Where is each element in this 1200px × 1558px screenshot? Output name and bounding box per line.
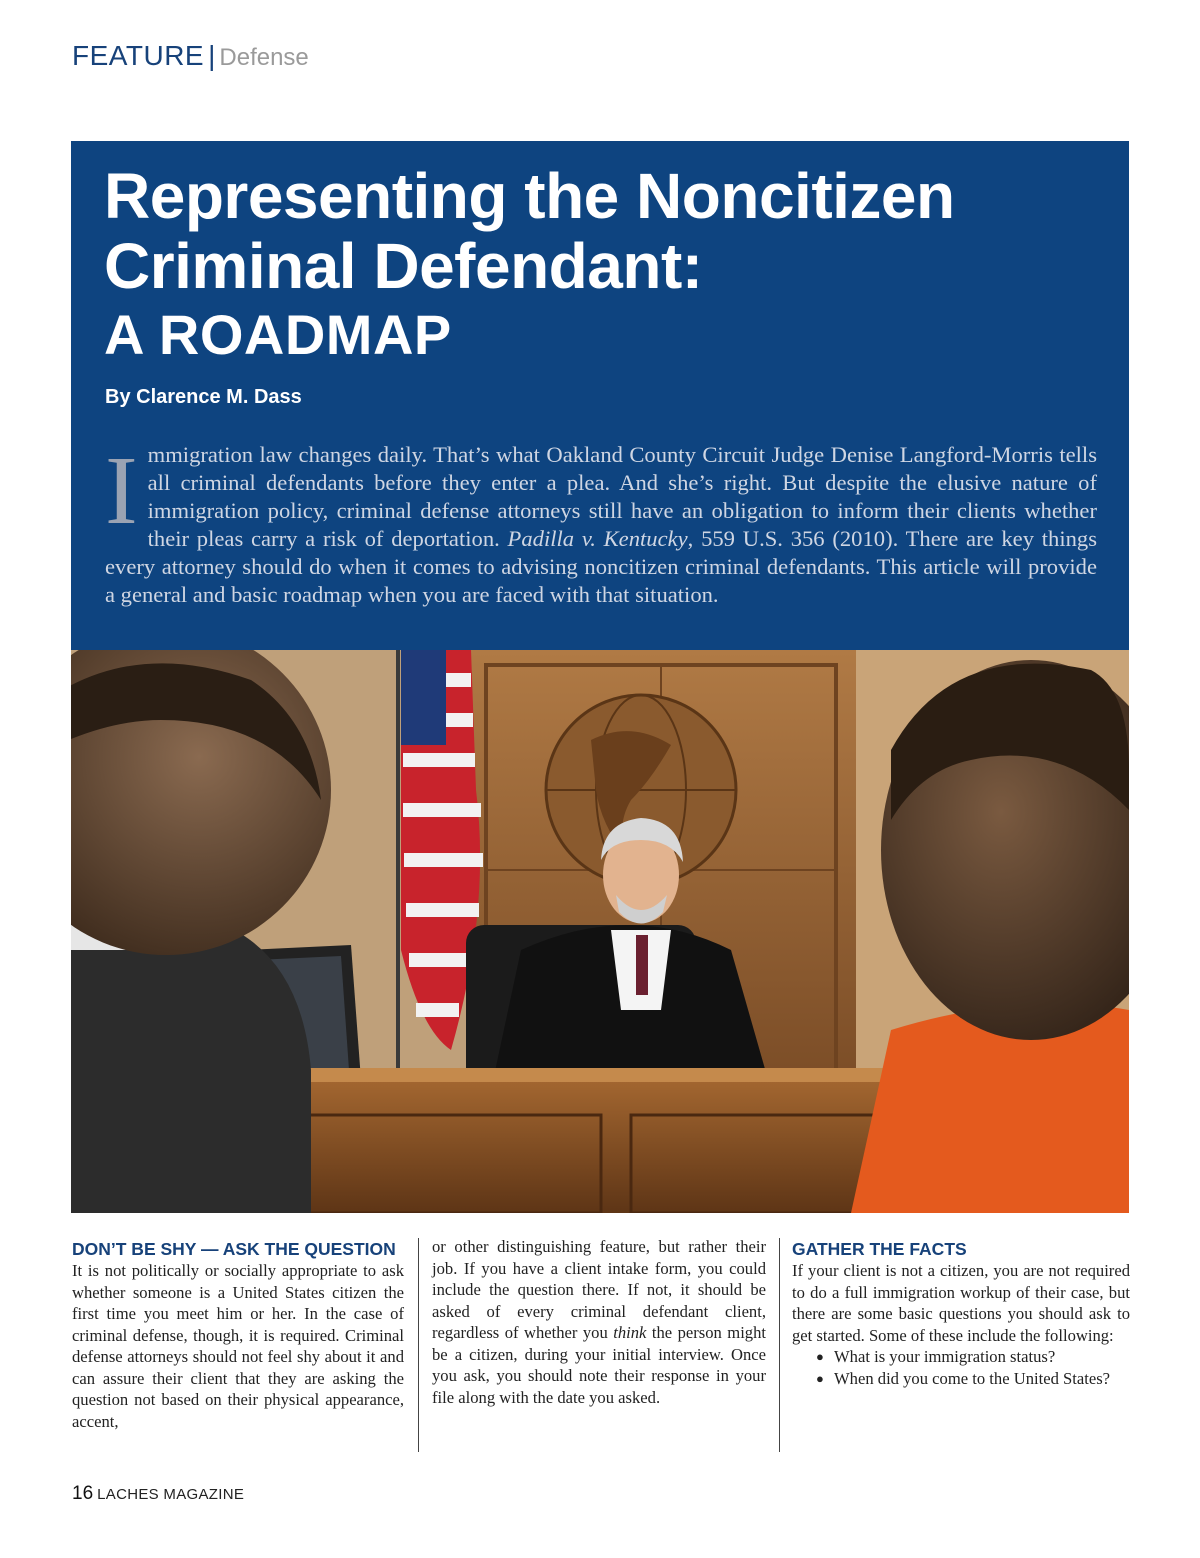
lede-text-2: , 559 U.S. 356 (2010). There are key things every attorney should do when it comes to advising noncitizen criminal defendants. This article will provide a general and basic roadmap when you are faced with that situation. xyxy=(105,526,1098,607)
section-heading-ask: DON’T BE SHY — ASK THE QUESTION xyxy=(72,1239,396,1259)
title-banner xyxy=(71,141,1129,650)
magazine-name: LACHES MAGAZINE xyxy=(97,1486,245,1503)
article-title: Representing the Noncitizen Criminal Defendant: xyxy=(104,160,955,302)
drop-cap: I xyxy=(105,437,138,545)
column-3 xyxy=(792,1236,1130,1389)
page-number: 16 xyxy=(72,1483,94,1504)
column-2-text xyxy=(432,1236,766,1408)
column-2 xyxy=(432,1236,766,1408)
section-heading-facts: GATHER THE FACTS xyxy=(792,1239,967,1259)
emphasis-think: think xyxy=(613,1323,647,1342)
question-list xyxy=(816,1346,1130,1389)
lede-paragraph xyxy=(105,437,1098,609)
column-divider xyxy=(779,1238,780,1452)
page-footer xyxy=(72,1483,244,1505)
lede-text-1: mmigration law changes daily. That’s what Oakland County Circuit Judge Denise Langford-Morris tells all criminal defendants before they enter a plea. And she’s right. But despite the elusive nature of immigration policy, criminal defense attorneys still have an obligation to inform their clients whether their pleas carry a risk of deportation. xyxy=(147,442,1097,551)
list-item: ● When did you come to the United States? xyxy=(816,1368,1130,1390)
article-subtitle: A ROADMAP xyxy=(104,303,452,366)
case-citation: Padilla v. Kentucky xyxy=(507,526,688,551)
section-label: FEATURE xyxy=(72,40,205,71)
courtroom-photo xyxy=(71,650,1129,1213)
body-columns xyxy=(72,1236,1130,1456)
category-label: Defense xyxy=(219,44,309,71)
courtroom-illustration xyxy=(71,650,1129,1213)
kicker-separator: | xyxy=(208,40,216,71)
section-kicker xyxy=(72,36,309,78)
byline: By Clarence M. Dass xyxy=(105,386,302,408)
column-3-text: If your client is not a citizen, you are not required to do a full immigration workup of their case, but there are some basic questions you should ask to get started. Some of these include the following: xyxy=(792,1261,1130,1345)
column-2-text-1: or other distinguishing feature, but rather their job. If you have a client intake form, you could include the question there. If not, it should be asked of every criminal defendant client, regardless of whether you xyxy=(432,1237,766,1342)
list-item: ● What is your immigration status? xyxy=(816,1346,1130,1368)
column-divider xyxy=(418,1238,419,1452)
column-1 xyxy=(72,1236,404,1432)
column-1-text: It is not politically or socially appropriate to ask whether someone is a United States citizen the first time you meet him or her. In the case of criminal defense, though, it is required. Criminal defense attorneys should not feel shy about it and can assure their client that they are asking the question not based on their physical appearance, accent, xyxy=(72,1261,404,1431)
column-2-text-2: the person might be a citizen, during your initial interview. Once you ask, you should note their response in your file along with the date you asked. xyxy=(432,1323,767,1407)
